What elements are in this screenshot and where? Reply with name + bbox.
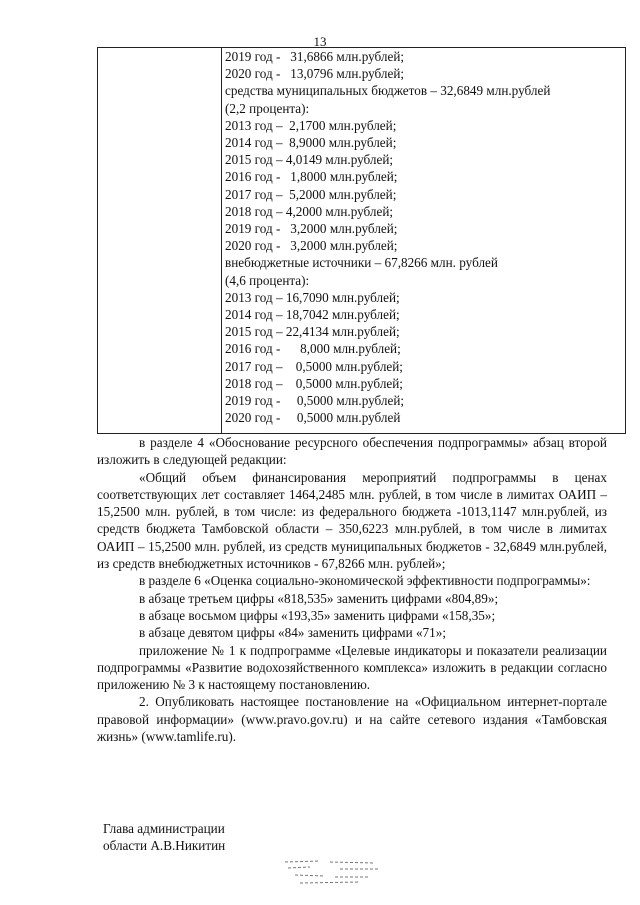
table-line: (4,6 процента): [225,272,310,288]
table-left-cell [98,48,222,433]
paragraph-section-4: в разделе 4 «Обоснование ресурсного обеспечения подпрограммы» абзац второй изложить в следующей редакции: [97,435,607,468]
signature-title: Глава администрации [103,821,225,836]
table-line: 2013 год – 2,1700 млн.рублей; [225,117,397,133]
table-line: 2014 год – 18,7042 млн.рублей; [225,307,400,323]
table-line: 2015 год – 22,4134 млн.рублей; [225,324,400,340]
table-line: 2018 год – 4,2000 млн.рублей; [225,203,394,219]
table-line: 2016 год - 1,8000 млн.рублей; [225,169,398,185]
table-line: 2020 год - 3,2000 млн.рублей; [225,238,398,254]
table-line: 2019 год - 3,2000 млн.рублей; [225,221,398,237]
funding-table [97,47,626,434]
table-line: средства муниципальных бюджетов – 32,6849 млн.рублей [225,83,551,99]
table-right-cell [222,48,625,433]
table-line: 2018 год – 0,5000 млн.рублей; [225,375,403,391]
paragraph-change-9: в абзаце девятом цифры «84» заменить цифрами «71»; [139,625,446,641]
signature-block [103,820,225,854]
signature-name: области А.В.Никитин [103,838,226,853]
table-line: 2020 год - 0,5000 млн.рублей [225,410,401,426]
table-line: 2015 год – 4,0149 млн.рублей; [225,152,394,168]
paragraph-change-3: в абзаце третьем цифры «818,535» заменить цифрами «804,89»; [139,590,499,606]
table-line: 2016 год - 8,000 млн.рублей; [225,341,401,357]
table-line: 2019 год - 31,6866 млн.рублей; [225,49,405,64]
paragraph-change-8: в абзаце восьмом цифры «193,35» заменить цифрами «158,35»; [139,607,496,623]
paragraph-appendix: приложение № 1 к подпрограмме «Целевые индикаторы и показатели реализации подпрограммы «Развитие водохозяйственного комплекса» изложить в редакции согласно приложению № 3 к настоящему постановлению. [97,642,607,693]
paragraph-publish: 2. Опубликовать настоящее постановление на «Официальном интернет-портале правовой информации» (www.pravo.gov.ru) и на сайте сетевого издания «Тамбовская жизнь» (www.tamlife.ru). [97,694,607,745]
table-line: 2019 год - 0,5000 млн.рублей; [225,393,405,409]
signature-scribble-icon [280,850,390,890]
document-body [97,434,607,745]
table-line: внебюджетные источники – 67,8266 млн. рублей [225,255,498,271]
table-line: 2013 год – 16,7090 млн.рублей; [225,289,400,305]
page-number: 13 [313,34,327,49]
table-line: 2020 год - 13,0796 млн.рублей; [225,66,405,82]
table-line: 2017 год – 5,2000 млн.рублей; [225,186,397,202]
table-line: (2,2 процента): [225,100,310,116]
paragraph-section-6: в разделе 6 «Оценка социально-экономической эффективности подпрограммы»: [139,573,591,589]
paragraph-funding-total: «Общий объем финансирования мероприятий подпрограммы в ценах соответствующих лет составляет 1464,2485 млн. рублей, в том числе в лимитах ОАИП – 15,2500 млн. рублей, в том числе: из федерального бюджета -1013,1147 млн.рублей, из средств бюджета Тамбовской области – 350,6223 млн.рублей, в том числе в лимитах ОАИП – 15,2500 млн. рублей, из средств муниципальных бюджетов - 32,6849 млн.рублей, из средств внебюджетных источников - 67,8266 млн. рублей»; [97,469,607,572]
table-line: 2017 год – 0,5000 млн.рублей; [225,358,403,374]
table-line: 2014 год – 8,9000 млн.рублей; [225,135,397,151]
